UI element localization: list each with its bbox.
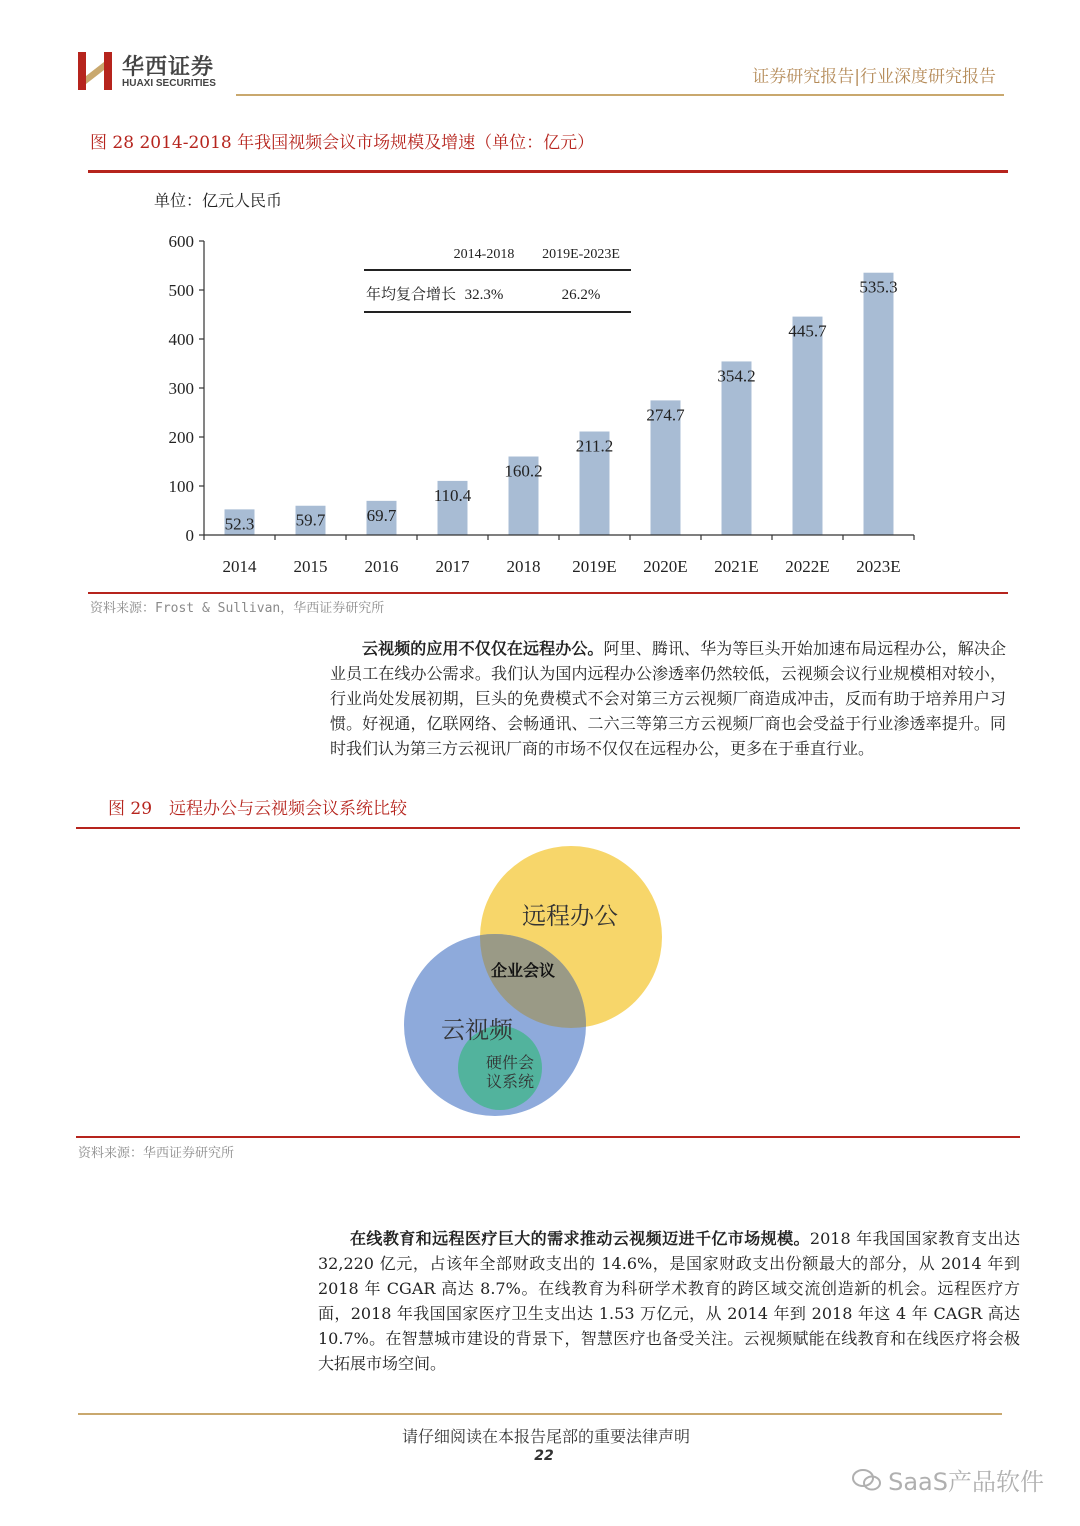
report-type: 证券研究报告|行业深度研究报告 <box>752 67 996 87</box>
paragraph1-lead: 云视频的应用不仅仅在远程办公。 <box>362 639 604 658</box>
figure28-bottom-rule <box>88 592 1008 594</box>
figure29-title: 图 29 远程办公与云视频会议系统比较 <box>108 799 408 819</box>
bar <box>722 361 752 535</box>
bar-value-label: 160.2 <box>504 461 543 481</box>
x-tick-label: 2017 <box>435 557 470 576</box>
header-divider <box>236 94 1004 96</box>
bar-value-label: 69.7 <box>366 505 397 525</box>
y-tick-label: 600 <box>168 232 194 251</box>
x-tick-label: 2019E <box>572 557 617 576</box>
figure29-bottom-rule <box>76 1136 1020 1138</box>
bar-value-label: 52.3 <box>224 514 255 534</box>
x-tick-label: 2021E <box>714 557 759 576</box>
x-tick-label: 2022E <box>785 557 830 576</box>
y-tick-label: 200 <box>168 428 194 447</box>
cagr-val2: 26.2% <box>561 287 601 303</box>
bar-value-label: 445.7 <box>788 321 827 341</box>
cagr-row-label: 年均复合增长 <box>366 286 457 303</box>
figure28-title: 图 28 2014-2018 年我国视频会议市场规模及增速（单位：亿元） <box>90 133 595 153</box>
x-tick-label: 2016 <box>364 557 399 576</box>
x-axis <box>204 535 914 576</box>
figure28-top-rule <box>88 170 1008 173</box>
cagr-table <box>364 247 631 312</box>
bar-value-label: 110.4 <box>433 485 472 505</box>
figure29-top-rule <box>76 827 1020 829</box>
y-tick-label: 0 <box>185 526 194 545</box>
bar-value-label: 354.2 <box>717 366 756 386</box>
bar-value-label: 59.7 <box>295 510 326 530</box>
paragraph-online-education <box>318 1226 1020 1376</box>
bar-value-label: 535.3 <box>859 277 898 297</box>
bar <box>793 317 823 535</box>
page-number: 22 <box>534 1448 554 1464</box>
brand-name: 华西证券 <box>122 55 215 80</box>
y-tick-label: 100 <box>168 477 194 496</box>
hardware-label-line2: 议系统 <box>485 1072 535 1091</box>
x-tick-label: 2018 <box>506 557 541 576</box>
figure28-source: 资料来源：Frost & Sullivan，华西证券研究所 <box>90 601 385 616</box>
bar <box>864 273 894 535</box>
brand-name-en: HUAXI SECURITIES <box>122 78 216 89</box>
y-tick-label: 300 <box>168 379 194 398</box>
cloud-video-label: 云视频 <box>441 1016 513 1044</box>
cagr-val1: 32.3% <box>464 287 504 303</box>
cagr-col1-header: 2014-2018 <box>453 247 515 262</box>
huaxi-logo-icon <box>78 52 112 90</box>
enterprise-meeting-label: 企业会议 <box>490 961 556 980</box>
paragraph2-lead: 在线教育和远程医疗巨大的需求推动云视频迈进千亿市场规模。 <box>350 1229 810 1248</box>
hardware-label-line1: 硬件会 <box>485 1053 535 1072</box>
x-tick-label: 2015 <box>293 557 328 576</box>
figure29-source: 资料来源：华西证券研究所 <box>78 1146 235 1161</box>
y-axis <box>169 232 205 545</box>
paragraph1-body: 阿里、腾讯、华为等巨头开始加速布局远程办公，解决企业员工在线办公需求。我们认为国内远程办公渗透率仍然较低，云视频会议行业规模相对较小，行业尚处发展初期，巨头的免费模式不会对第三方云视频厂商造成冲击，反而有助于培养用户习惯。好视通，亿联网络、会畅通讯、二六三等第三方云视频厂商也会受益于行业渗透率提升。同时我们认为第三方云视讯厂商的市场不仅仅在远程办公，更多在于垂直行业。 <box>330 639 1006 758</box>
legal-notice: 请仔细阅读在本报告尾部的重要法律声明 <box>401 1427 690 1446</box>
paragraph-cloud-video <box>330 636 1006 761</box>
paragraph2-body: 2018 年我国国家教育支出达 32,220 亿元，占该年全部财政支出的 14.6%，是国家财政支出份额最大的部分，从 2014 年到 2018 年 CGAR 高达 8.7%。在线教育为科研学术教育的跨区域交流创造新的机会。远程医疗方面，2018 年我国国家医疗卫生支出达 1.53 万亿元，从 2014 年到 2018 年这 4 年 CAGR 高达 10.7%。在智慧城市建设的背景下，智慧医疗也备受关注。云视频赋能在线教育和在线医疗将会极大拓展市场空间。 <box>318 1229 1020 1373</box>
x-tick-label: 2014 <box>222 557 257 576</box>
cagr-col2-header: 2019E-2023E <box>542 247 620 262</box>
chart-unit-label: 单位：亿元人民币 <box>154 193 283 210</box>
bar-value-label: 274.7 <box>646 405 685 425</box>
market-size-bar-chart <box>88 178 938 590</box>
y-tick-label: 500 <box>168 281 194 300</box>
bar-value-label: 211.2 <box>575 436 614 456</box>
venn-diagram <box>390 840 680 1130</box>
y-tick-label: 400 <box>168 330 194 349</box>
wechat-icon <box>852 1468 882 1492</box>
x-tick-label: 2020E <box>643 557 688 576</box>
watermark-text: SaaS产品软件 <box>888 1468 1044 1496</box>
watermark <box>852 1462 1044 1497</box>
remote-office-label: 远程办公 <box>522 902 618 930</box>
x-tick-label: 2023E <box>856 557 901 576</box>
footer-divider <box>78 1413 1002 1415</box>
